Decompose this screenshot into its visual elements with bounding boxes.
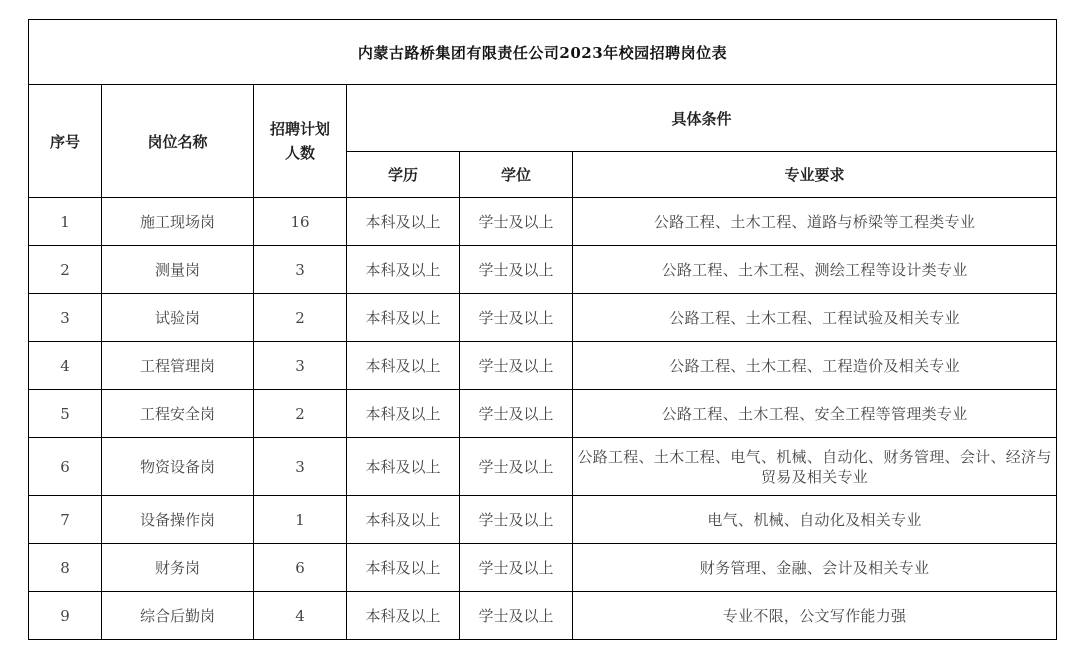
cell-degree: 学士及以上 [460,544,573,592]
cell-index: 6 [29,438,102,496]
cell-degree: 学士及以上 [460,592,573,640]
cell-major: 电气、机械、自动化及相关专业 [573,496,1057,544]
table-row [29,198,1057,246]
header-position: 岗位名称 [102,85,254,198]
header-plan [254,85,347,198]
cell-position: 测量岗 [102,246,254,294]
cell-education: 本科及以上 [347,246,460,294]
cell-position: 工程管理岗 [102,342,254,390]
cell-major: 财务管理、金融、会计及相关专业 [573,544,1057,592]
cell-education: 本科及以上 [347,438,460,496]
table-row [29,294,1057,342]
cell-position: 施工现场岗 [102,198,254,246]
cell-major: 公路工程、土木工程、电气、机械、自动化、财务管理、会计、经济与贸易及相关专业 [573,438,1057,496]
cell-major: 公路工程、土木工程、测绘工程等设计类专业 [573,246,1057,294]
cell-index: 2 [29,246,102,294]
cell-education: 本科及以上 [347,390,460,438]
cell-major: 公路工程、土木工程、安全工程等管理类专业 [573,390,1057,438]
cell-education: 本科及以上 [347,496,460,544]
cell-count: 1 [254,496,347,544]
cell-major: 公路工程、土木工程、道路与桥梁等工程类专业 [573,198,1057,246]
cell-position: 综合后勤岗 [102,592,254,640]
cell-education: 本科及以上 [347,294,460,342]
cell-degree: 学士及以上 [460,198,573,246]
cell-index: 5 [29,390,102,438]
table-row [29,390,1057,438]
table-row [29,246,1057,294]
cell-count: 16 [254,198,347,246]
cell-position: 设备操作岗 [102,496,254,544]
cell-count: 2 [254,390,347,438]
header-degree: 学位 [460,152,573,198]
cell-count: 3 [254,438,347,496]
cell-index: 1 [29,198,102,246]
cell-major: 公路工程、土木工程、工程试验及相关专业 [573,294,1057,342]
table-row [29,342,1057,390]
cell-count: 4 [254,592,347,640]
header-education: 学历 [347,152,460,198]
table-row [29,592,1057,640]
table-row [29,544,1057,592]
cell-degree: 学士及以上 [460,294,573,342]
cell-education: 本科及以上 [347,592,460,640]
table-title: 内蒙古路桥集团有限责任公司2023年校园招聘岗位表 [29,20,1057,85]
cell-index: 3 [29,294,102,342]
header-index: 序号 [29,85,102,198]
header-plan-line2: 人数 [284,144,315,162]
cell-education: 本科及以上 [347,544,460,592]
cell-index: 9 [29,592,102,640]
cell-degree: 学士及以上 [460,246,573,294]
recruitment-table [28,19,1057,640]
cell-education: 本科及以上 [347,342,460,390]
cell-count: 6 [254,544,347,592]
header-plan-line1: 招聘计划 [269,120,330,138]
cell-position: 试验岗 [102,294,254,342]
cell-degree: 学士及以上 [460,438,573,496]
cell-count: 2 [254,294,347,342]
cell-position: 物资设备岗 [102,438,254,496]
cell-count: 3 [254,246,347,294]
cell-major: 公路工程、土木工程、工程造价及相关专业 [573,342,1057,390]
cell-index: 4 [29,342,102,390]
cell-degree: 学士及以上 [460,342,573,390]
table-row [29,496,1057,544]
cell-count: 3 [254,342,347,390]
header-conditions: 具体条件 [347,85,1057,152]
cell-position: 财务岗 [102,544,254,592]
cell-index: 7 [29,496,102,544]
header-major: 专业要求 [573,152,1057,198]
cell-major: 专业不限，公文写作能力强 [573,592,1057,640]
table-row [29,438,1057,496]
cell-degree: 学士及以上 [460,390,573,438]
cell-degree: 学士及以上 [460,496,573,544]
cell-education: 本科及以上 [347,198,460,246]
cell-position: 工程安全岗 [102,390,254,438]
cell-index: 8 [29,544,102,592]
